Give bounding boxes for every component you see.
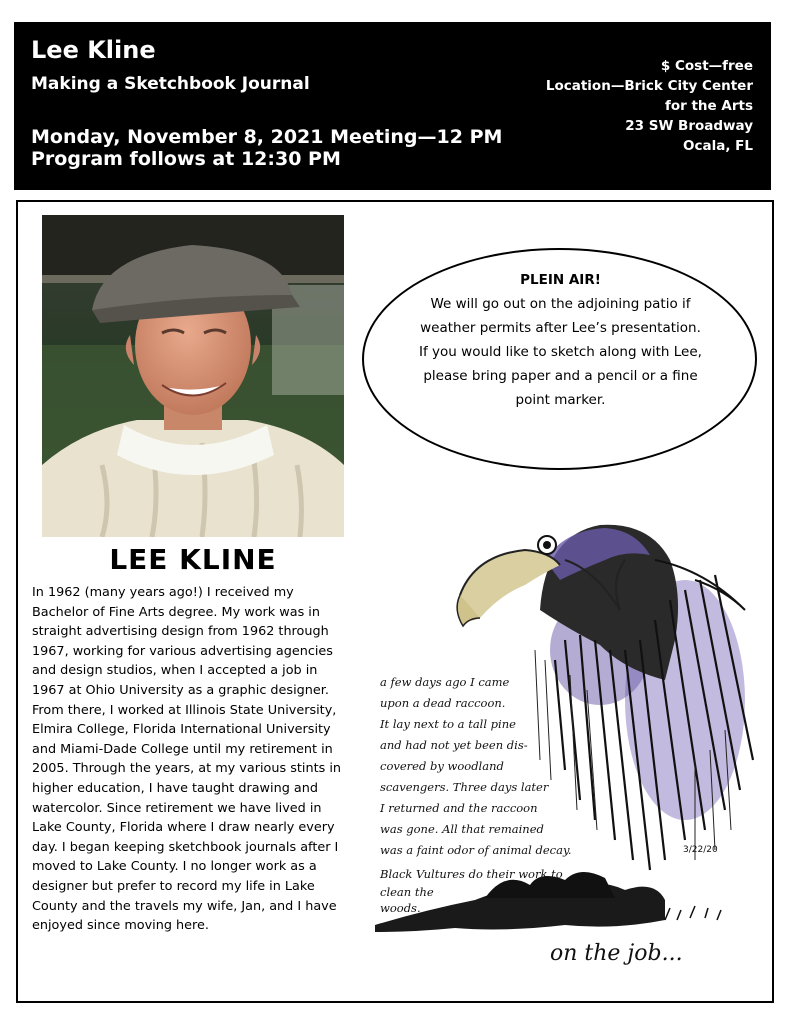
artist-photo — [42, 215, 344, 537]
address-line: 23 SW Broadway — [625, 118, 753, 134]
handwriting-line: It lay next to a tall pine — [380, 717, 516, 731]
cost-line: $ Cost—free — [660, 58, 753, 74]
handwriting-line: a few days ago I came — [380, 675, 510, 689]
plein-air-line: If you would like to sketch along with Lee, — [419, 344, 702, 360]
handwriting-line: scavengers. Three days later — [380, 780, 549, 794]
event-header — [14, 22, 771, 190]
location-line: Location—Brick City Center — [545, 78, 753, 94]
handwriting-line: I returned and the raccoon — [380, 801, 538, 815]
plein-air-title: PLEIN AIR! — [520, 272, 601, 288]
handwriting-line: covered by woodland — [380, 759, 504, 773]
handwriting-line: woods. — [380, 901, 421, 915]
sketch-date: 3/22/20 — [683, 845, 718, 855]
program-time-line: Program follows at 12:30 PM — [31, 148, 341, 170]
handwriting-line: was gone. All that remained — [380, 822, 544, 836]
handwriting-line: clean the — [380, 885, 434, 899]
handwriting-line: and had not yet been dis- — [380, 738, 528, 752]
handwriting-line: was a faint odor of animal decay. — [380, 843, 572, 857]
sketch-caption: on the job... — [550, 941, 683, 966]
artist-bio: In 1962 (many years ago!) I received my Bachelor of Fine Arts degree. My work was in straight advertising design from 1962 through 1967, working for various advertising agencies and design studios, when I accepted a job in 1967 at Ohio University as a graphic designer. From there, I worked at Illinois State University, Elmira College, Florida International University and Miami-Dade College until my retirement in 2005. Through the years, at my various stints in higher education, I have taught drawing and watercolor. Since retirement we have lived in Lake County, Florida where I draw nearly every day. I began keeping sketchbook journals after I moved to Lake County. I no longer work as a designer but prefer to record my life in Lake County and the travels my wife, Jan, and I have enjoyed since moving here. — [32, 585, 341, 934]
plein-air-line: weather permits after Lee’s presentation. — [420, 320, 701, 336]
plein-air-line: point marker. — [515, 392, 606, 408]
meeting-date-line: Monday, November 8, 2021 Meeting—12 PM — [31, 126, 503, 148]
speaker-name: Lee Kline — [31, 36, 156, 64]
handwriting-line: upon a dead raccoon. — [380, 696, 506, 710]
plein-air-line: please bring paper and a pencil or a fine — [423, 368, 698, 384]
artist-title: LEE KLINE — [109, 543, 277, 576]
plein-air-text — [398, 268, 723, 412]
event-info — [546, 56, 753, 156]
meeting-date — [31, 126, 502, 170]
city-line: Ocala, FL — [683, 138, 753, 154]
location-line-2: for the Arts — [664, 98, 753, 114]
program-title: Making a Sketchbook Journal — [31, 74, 310, 94]
plein-air-line: We will go out on the adjoining patio if — [430, 296, 691, 312]
vulture-sketch — [365, 500, 760, 990]
handwriting-line: Black Vultures do their work to — [380, 867, 563, 881]
